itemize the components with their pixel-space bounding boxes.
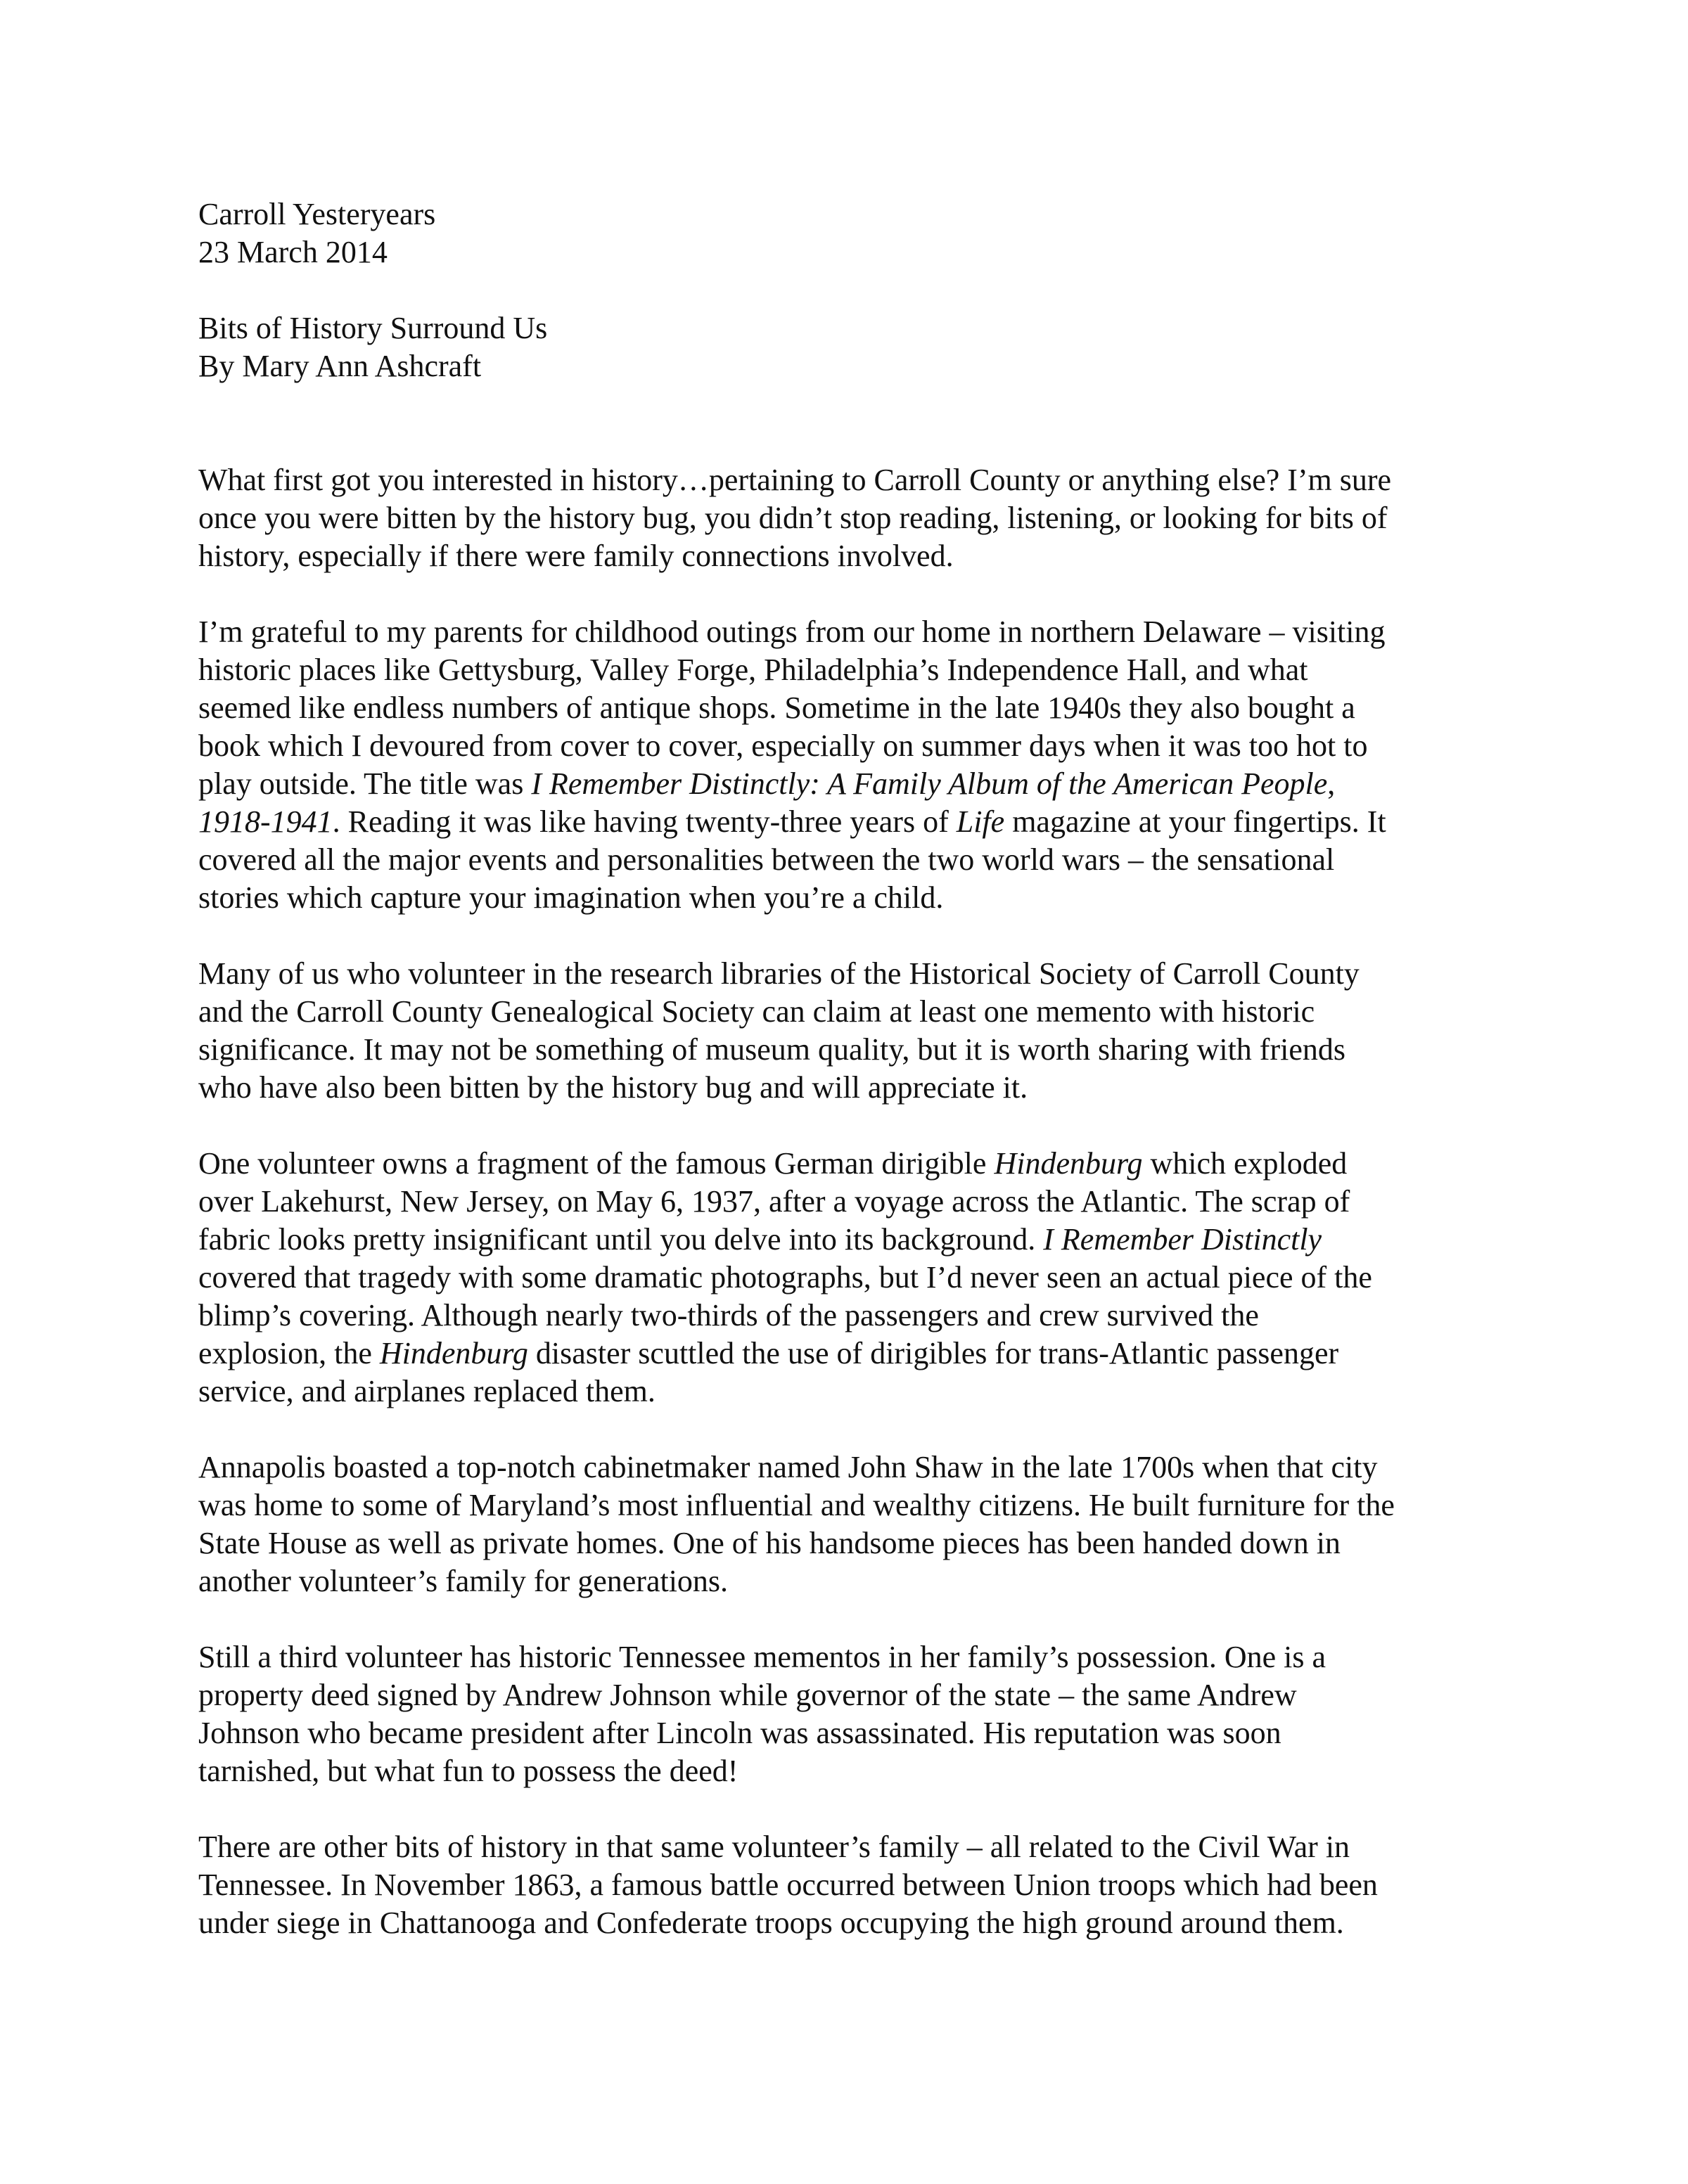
text-line xyxy=(198,461,1492,499)
text-run: Many of us who volunteer in the research libraries of the Historical Society of Carroll County xyxy=(198,956,1360,991)
text-line xyxy=(198,1486,1492,1524)
text-line xyxy=(198,727,1492,765)
text-line xyxy=(198,1259,1492,1297)
text-run: over Lakehurst, New Jersey, on May 6, 1937, after a voyage across the Atlantic. The scrap of xyxy=(198,1184,1350,1219)
text-run: explosion, the xyxy=(198,1336,380,1370)
text-run: service, and airplanes replaced them. xyxy=(198,1374,656,1408)
article-title: Bits of History Surround Us xyxy=(198,311,548,345)
text-run: and the Carroll County Genealogical Society can claim at least one memento with historic xyxy=(198,994,1315,1029)
text-line xyxy=(198,651,1492,689)
text-run: I’m grateful to my parents for childhood outings from our home in northern Delaware – visiting xyxy=(198,615,1386,649)
text-run: What first got you interested in history…pertaining to Carroll County or anything else? I’m sure xyxy=(198,463,1392,497)
paragraph xyxy=(198,1638,1492,1790)
text-run: Still a third volunteer has historic Tennessee mementos in her family’s possession. One is a xyxy=(198,1640,1326,1674)
text-line xyxy=(198,1373,1492,1411)
text-line xyxy=(198,803,1492,841)
text-run: which exploded xyxy=(1142,1146,1348,1181)
text-line xyxy=(198,1335,1492,1373)
text-line xyxy=(198,1221,1492,1259)
text-line xyxy=(198,1448,1492,1486)
text-line xyxy=(198,1828,1492,1866)
text-run: There are other bits of history in that same volunteer’s family – all related to the Civil War in xyxy=(198,1830,1350,1864)
text-run: who have also been bitten by the history bug and will appreciate it. xyxy=(198,1070,1028,1105)
text-run: , xyxy=(1327,766,1336,801)
paragraph xyxy=(198,955,1492,1107)
text-line xyxy=(198,1714,1492,1752)
article-body xyxy=(198,461,1492,1942)
text-line xyxy=(198,955,1492,993)
text-run: Annapolis boasted a top-notch cabinetmaker named John Shaw in the late 1700s when that city xyxy=(198,1450,1378,1484)
text-run: blimp’s covering. Although nearly two-thirds of the passengers and crew survived the xyxy=(198,1298,1259,1332)
text-line xyxy=(198,1183,1492,1221)
text-line xyxy=(198,1866,1492,1904)
text-run: magazine at your fingertips. It xyxy=(1004,804,1386,839)
text-line xyxy=(198,879,1492,917)
text-run: book which I devoured from cover to cover, especially on summer days when it was too hot to xyxy=(198,728,1368,763)
article-byline: By Mary Ann Ashcraft xyxy=(198,349,482,383)
text-line xyxy=(198,689,1492,727)
text-run: One volunteer owns a fragment of the famous German dirigible xyxy=(198,1146,995,1181)
text-run: disaster scuttled the use of dirigibles for trans-Atlantic passenger xyxy=(528,1336,1339,1370)
paragraph xyxy=(198,1448,1492,1600)
document-page xyxy=(198,195,1492,1980)
text-line xyxy=(198,1145,1492,1183)
text-line xyxy=(198,1031,1492,1069)
text-run: play outside. The title was xyxy=(198,766,532,801)
column-name: Carroll Yesteryears xyxy=(198,197,436,231)
text-line xyxy=(198,993,1492,1031)
italic-title: Hindenburg xyxy=(994,1146,1143,1181)
text-run: Tennessee. In November 1863, a famous battle occurred between Union troops which had been xyxy=(198,1868,1378,1902)
text-line xyxy=(198,1069,1492,1107)
text-line xyxy=(198,1676,1492,1714)
text-run: Johnson who became president after Lincoln was assassinated. His reputation was soon xyxy=(198,1716,1281,1750)
paragraph xyxy=(198,461,1492,575)
text-line xyxy=(198,1752,1492,1790)
italic-title: I Remember Distinctly xyxy=(1043,1222,1322,1257)
article-heading xyxy=(198,309,1492,385)
text-run: seemed like endless numbers of antique shops. Sometime in the late 1940s they also bought a xyxy=(198,690,1355,725)
text-run: once you were bitten by the history bug, you didn’t stop reading, listening, or looking for bits of xyxy=(198,501,1388,535)
text-line xyxy=(198,841,1492,879)
text-line xyxy=(198,613,1492,651)
text-line xyxy=(198,765,1492,803)
paragraph xyxy=(198,1145,1492,1411)
text-run: State House as well as private homes. One of his handsome pieces has been handed down in xyxy=(198,1526,1341,1560)
text-run: fabric looks pretty insignificant until you delve into its background. xyxy=(198,1222,1044,1257)
text-run: stories which capture your imagination when you’re a child. xyxy=(198,880,944,915)
text-line xyxy=(198,499,1492,537)
text-line xyxy=(198,1638,1492,1676)
text-run: historic places like Gettysburg, Valley Forge, Philadelphia’s Independence Hall, and what xyxy=(198,653,1308,687)
column-header xyxy=(198,195,1492,271)
text-run: was home to some of Maryland’s most influential and wealthy citizens. He built furniture for the xyxy=(198,1488,1395,1522)
italic-title: 1918-1941 xyxy=(198,804,333,839)
text-line xyxy=(198,1524,1492,1562)
text-run: . Reading it was like having twenty-three years of xyxy=(332,804,957,839)
italic-title: Life xyxy=(956,804,1005,839)
text-run: another volunteer’s family for generations. xyxy=(198,1564,729,1598)
paragraph xyxy=(198,613,1492,917)
text-run: significance. It may not be something of museum quality, but it is worth sharing with friends xyxy=(198,1032,1345,1067)
italic-title: I Remember Distinctly: A Family Album of the American People xyxy=(531,766,1328,801)
text-line xyxy=(198,1297,1492,1335)
text-run: covered all the major events and personalities between the two world wars – the sensational xyxy=(198,842,1335,877)
text-run: covered that tragedy with some dramatic photographs, but I’d never seen an actual piece of the xyxy=(198,1260,1372,1295)
italic-title: Hindenburg xyxy=(379,1336,528,1370)
text-line xyxy=(198,1904,1492,1942)
text-run: under siege in Chattanooga and Confederate troops occupying the high ground around them. xyxy=(198,1906,1344,1940)
text-line xyxy=(198,1562,1492,1600)
publication-date: 23 March 2014 xyxy=(198,235,388,269)
text-line xyxy=(198,537,1492,575)
paragraph xyxy=(198,1828,1492,1942)
text-run: tarnished, but what fun to possess the deed! xyxy=(198,1754,738,1788)
text-run: history, especially if there were family connections involved. xyxy=(198,539,954,573)
text-run: property deed signed by Andrew Johnson while governor of the state – the same Andrew xyxy=(198,1678,1297,1712)
